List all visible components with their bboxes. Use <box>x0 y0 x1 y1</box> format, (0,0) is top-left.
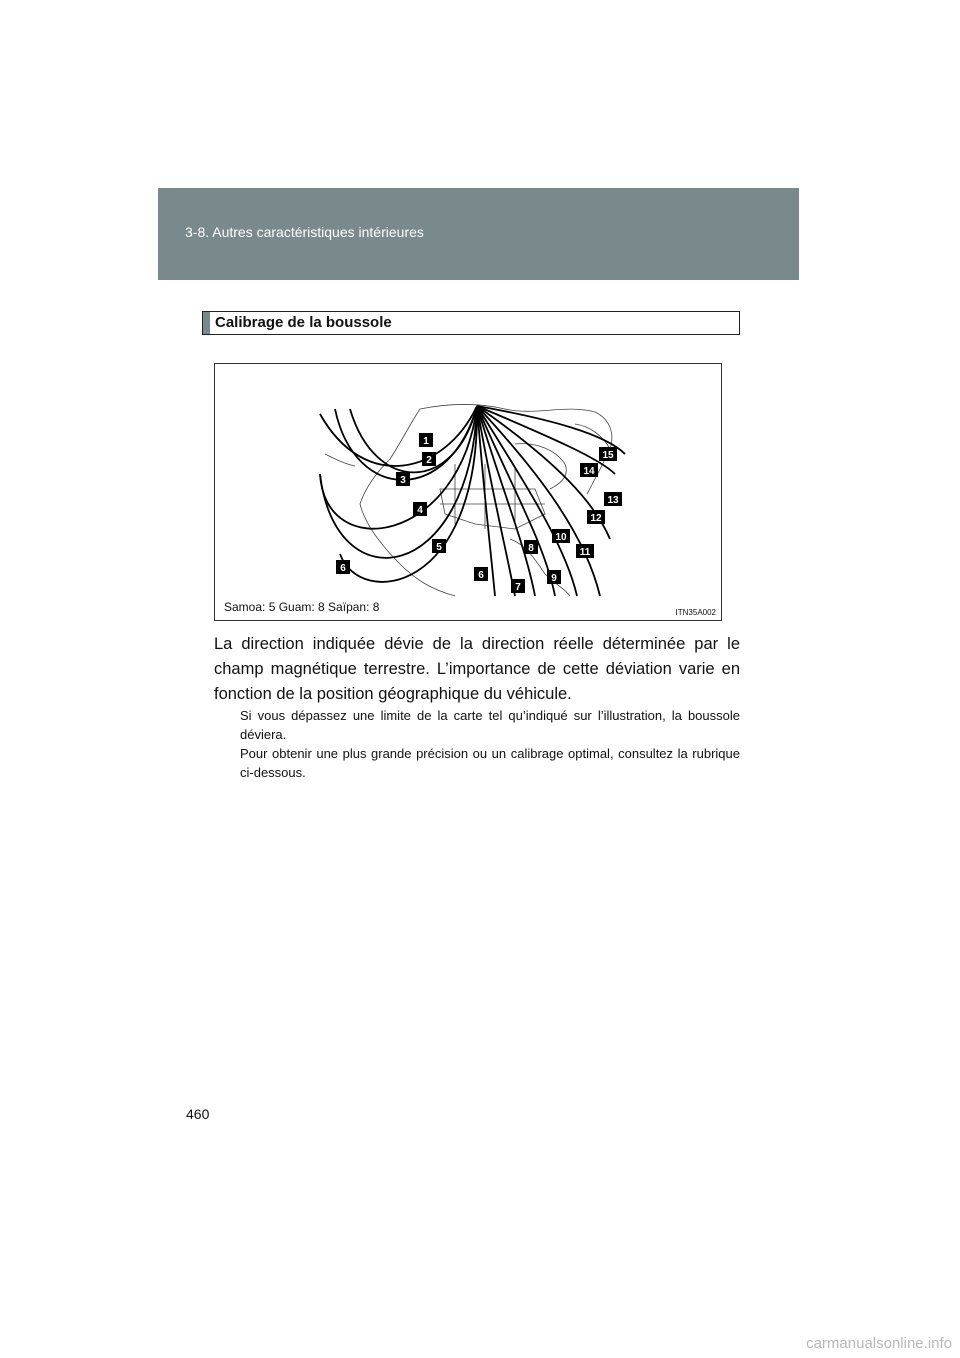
zone-label <box>419 433 433 447</box>
zone-label <box>547 570 561 584</box>
zone-line <box>350 406 477 472</box>
zone-label <box>580 463 598 477</box>
zone-label <box>396 472 410 486</box>
note-block <box>240 706 740 782</box>
zone-label <box>576 544 594 558</box>
watermark: carmanualsonline.info <box>806 1335 952 1352</box>
svg-text:6: 6 <box>478 570 484 581</box>
zone-label <box>552 529 570 543</box>
svg-text:10: 10 <box>555 532 567 543</box>
note-line: Si vous dépassez une limite de la carte tel qu’indiqué sur l’illustration, la boussole déviera. <box>240 708 740 742</box>
svg-text:13: 13 <box>607 495 619 506</box>
svg-text:5: 5 <box>436 542 442 553</box>
zone-line <box>335 406 477 480</box>
svg-text:2: 2 <box>426 455 432 466</box>
lead-paragraph: La direction indiquée dévie de la direction réelle déterminée par le champ magnétique terrestre. L’importance de cette déviation varie en fonction de la position géographique du véhicule. <box>214 635 740 703</box>
zone-label <box>599 447 617 461</box>
section-heading <box>202 311 740 335</box>
figure-caption: Samoa: 5 Guam: 8 Saïpan: 8 <box>224 600 380 614</box>
svg-text:11: 11 <box>579 547 591 558</box>
zone-line <box>320 406 477 529</box>
svg-text:3: 3 <box>400 475 406 486</box>
zone-labels <box>336 433 622 593</box>
zone-label <box>474 567 488 581</box>
section-breadcrumb: 3-8. Autres caractéristiques intérieures <box>185 224 424 240</box>
zone-label <box>587 510 605 524</box>
svg-text:14: 14 <box>583 466 595 477</box>
zone-label <box>413 502 427 516</box>
svg-text:4: 4 <box>417 505 423 516</box>
compass-zone-map <box>215 364 722 621</box>
zone-label <box>604 492 622 506</box>
compass-zone-map-figure <box>214 363 722 621</box>
svg-text:7: 7 <box>515 582 521 593</box>
svg-text:8: 8 <box>528 543 534 554</box>
zone-label <box>336 560 350 574</box>
zone-label <box>432 539 446 553</box>
page-number: 460 <box>186 1106 210 1122</box>
svg-text:6: 6 <box>340 563 346 574</box>
zone-label <box>524 540 538 554</box>
zone-label <box>511 579 525 593</box>
figure-code: ITN35A002 <box>675 608 716 617</box>
heading-accent-bar <box>203 312 210 334</box>
zone-label <box>422 452 436 466</box>
svg-text:1: 1 <box>423 436 429 447</box>
section-title: Calibrage de la boussole <box>215 314 392 331</box>
svg-text:9: 9 <box>551 573 557 584</box>
zone-line <box>340 406 477 582</box>
svg-text:12: 12 <box>590 513 602 524</box>
svg-text:15: 15 <box>602 450 614 461</box>
note-line: Pour obtenir une plus grande précision ou un calibrage optimal, consultez la rubrique ci-dessous. <box>240 746 740 780</box>
zone-boundaries <box>320 406 625 596</box>
